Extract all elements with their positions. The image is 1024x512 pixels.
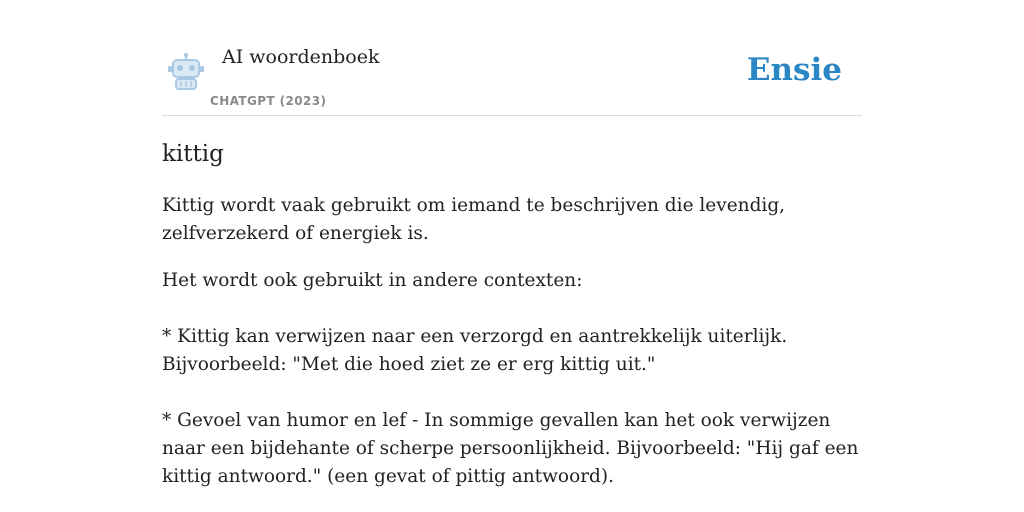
source-header	[162, 40, 862, 116]
entry-term: kittig	[162, 141, 224, 167]
ensie-logo[interactable]: Ensie	[746, 52, 842, 88]
definition-paragraph: Kittig wordt vaak gebruikt om iemand te beschrijven die levendig, zelfverzekerd of energiek is.	[162, 195, 786, 244]
source-subtitle: CHATGPT (2023)	[210, 94, 327, 108]
entry-content	[162, 138, 862, 510]
source-title[interactable]: AI woordenboek	[222, 46, 380, 68]
robot-icon	[166, 52, 206, 92]
entry-definition	[162, 192, 862, 491]
definition-paragraph: Het wordt ook gebruikt in andere contexten: * Kittig kan verwijzen naar een verzorgd en aantrekkelijk uiterlijk. Bijvoorbeeld: "Met die hoed ziet ze er erg kittig uit." * Gevoel van humor en lef - In sommige gevallen kan het ook verwijzen naar een bijdehante of scherpe persoonlijkheid. Bijvoorbeeld: "Hij gaf een kittig antwoord." (een gevat of pittig antwoord).	[162, 270, 859, 487]
